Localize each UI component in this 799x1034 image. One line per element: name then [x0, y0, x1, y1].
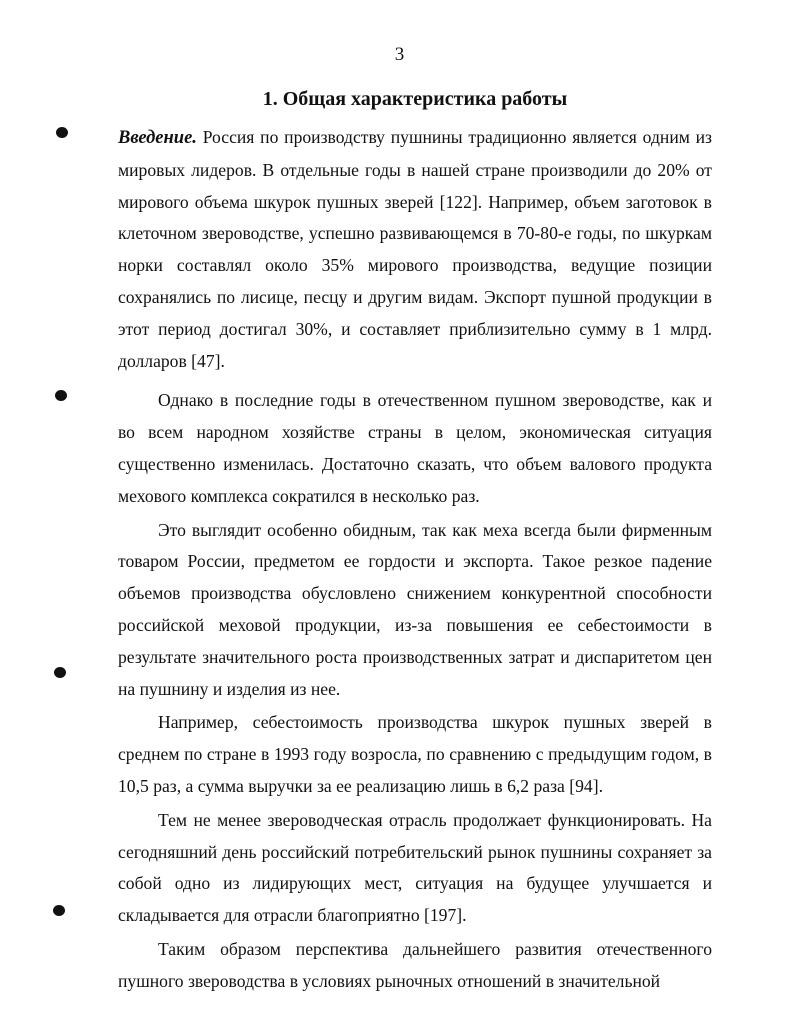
punch-hole-mark	[56, 127, 68, 138]
punch-hole-mark	[53, 905, 65, 916]
punch-hole-mark	[55, 390, 67, 401]
punch-hole-mark	[54, 667, 66, 678]
section-title: 1. Общая характеристика работы	[262, 88, 568, 110]
paragraph-introduction	[118, 122, 712, 377]
introduction-lead: Введение.	[118, 128, 197, 148]
body-text	[118, 122, 712, 998]
paragraph: Таким образом перспектива дальнейшего развития отечественного пушного звероводства в условиях рыночных отношений в значительной	[118, 938, 712, 991]
page-number: 3	[394, 44, 405, 65]
paragraph: Однако в последние годы в отечественном пушном звероводстве, как и во всем народном хозяйстве страны в целом, экономическая ситуация существенно изменилась. Достаточно сказать, что объем валового продукта мехового комплекса сократился в несколько раз.	[118, 390, 712, 506]
paragraph-text: Россия по производству пушнины традиционно является одним из мировых лидеров. В отдельные годы в нашей стране производили до 20% от мирового объема шкурок пушных зверей [122]. Например, объем заготовок в клеточном звероводстве, успешно развивающемся в 70-80-е годы, по шкуркам норки составлял около 35% мирового производства, ведущие позиции сохранялись по лисице, песцу и другим видам. Экспорт пушной продукции в этот период достигал 30%, и составляет приблизительно сумму в 1 млрд. долларов [47].	[118, 127, 712, 371]
paragraph: Например, себестоимость производства шкурок пушных зверей в среднем по стране в 1993 году возросла, по сравнению с предыдущим годом, в 10,5 раз, а сумма выручки за ее реализацию лишь в 6,2 раза [94].	[118, 712, 712, 796]
paragraph: Это выглядит особенно обидным, так как меха всегда были фирменным товаром России, предметом ее гордости и экспорта. Такое резкое падение объемов производства обусловлено снижением конкурентной способности российской меховой продукции, из-за повышения ее себестоимости в результате значительного роста производственных затрат и диспаритетом цен на пушнину и изделия из нее.	[118, 519, 712, 699]
paragraph: Тем не менее звероводческая отрасль продолжает функционировать. На сегодняшний день российский потребительский рынок пушнины сохраняет за собой одно из лидирующих мест, ситуация на будущее улучшается и складывается для отрасли благоприятно [197].	[118, 809, 712, 926]
